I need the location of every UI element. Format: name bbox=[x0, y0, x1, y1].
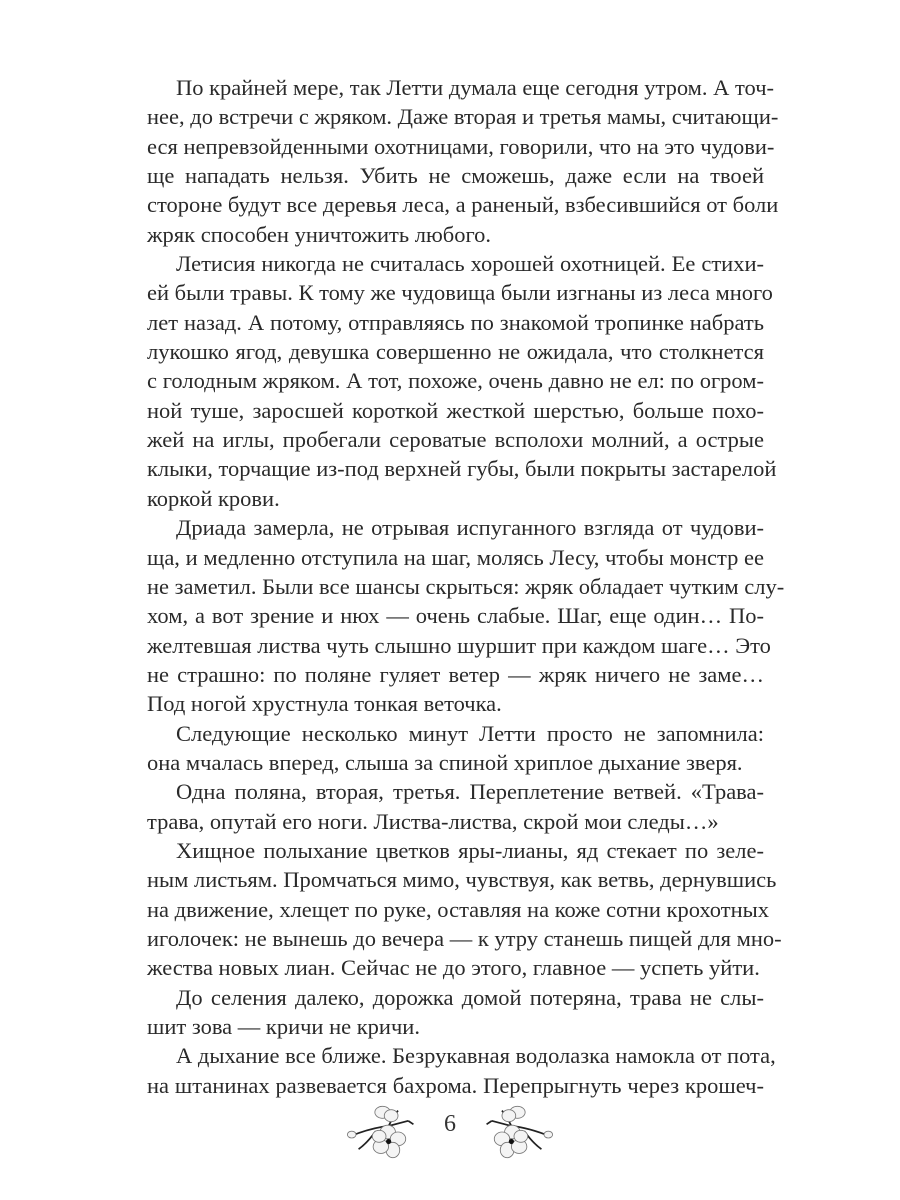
text-line: Дриада замерла, не отрывая испуганного взгляда от чудови- bbox=[176, 515, 764, 541]
text-line: на движение, хлещет по руке, оставляя на коже сотни крохотных bbox=[147, 896, 769, 922]
text-line: на штанинах развевается бахрома. Перепрыгнуть через крошеч- bbox=[147, 1072, 764, 1098]
paragraph bbox=[147, 777, 764, 836]
text-line: еся непревзойденными охотницами, говорили, что на это чудови- bbox=[147, 133, 775, 159]
text-line: клыки, торчащие из-под верхней губы, были покрыты застарелой bbox=[147, 456, 777, 482]
paragraph bbox=[147, 983, 764, 1042]
text-line: лет назад. А потому, отправляясь по знакомой тропинке набрать bbox=[147, 309, 764, 335]
text-line: стороне будут все деревья леса, а раненый, взбесившийся от боли bbox=[147, 192, 779, 218]
flower-ornament-right-icon bbox=[480, 1102, 560, 1162]
paragraph bbox=[147, 513, 785, 718]
paragraph bbox=[147, 1041, 776, 1100]
text-line: нее, до встречи с жряком. Даже вторая и третья мамы, считающи- bbox=[147, 104, 779, 130]
flower-ornament-left-icon bbox=[340, 1102, 420, 1162]
page-footer bbox=[0, 1102, 900, 1162]
text-line: коркой крови. bbox=[147, 485, 280, 511]
text-line: хом, а вот зрение и нюх — очень слабые. Шаг, еще один… По- bbox=[147, 603, 764, 629]
text-line: желтевшая листва чуть слышно шуршит при каждом шаге… Это bbox=[147, 632, 771, 658]
text-line: По крайней мере, так Летти думала еще сегодня утром. А точ- bbox=[176, 75, 775, 100]
text-line: ной туше, заросшей короткой жесткой шерстью, больше похо- bbox=[147, 397, 764, 423]
paragraph bbox=[147, 73, 779, 249]
text-line: лукошко ягод, девушка совершенно не ожидала, что столкнется bbox=[147, 339, 764, 365]
paragraph bbox=[147, 836, 782, 983]
text-line: иголочек: не вынешь до вечера — к утру станешь пищей для мно- bbox=[147, 925, 782, 951]
text-line: А дыхание все ближе. Безрукавная водолазка намокла от пота, bbox=[176, 1043, 776, 1069]
text-line: Следующие несколько минут Летти просто не запомнила: bbox=[176, 720, 764, 746]
text-line: жряк способен уничтожить любого. bbox=[147, 221, 492, 247]
text-line: шит зова — кричи не кричи. bbox=[147, 1014, 420, 1039]
text-line: Под ногой хрустнула тонкая веточка. bbox=[147, 691, 502, 717]
text-line: До селения далеко, дорожка домой потеряна, трава не слы- bbox=[176, 984, 764, 1010]
text-line: ща, и медленно отступила на шаг, молясь Лесу, чтобы монстр ее bbox=[147, 544, 764, 570]
text-line: ей были травы. К тому же чудовища были изгнаны из леса много bbox=[147, 280, 773, 306]
page-body-text bbox=[147, 73, 785, 1100]
text-line: не заметил. Были все шансы скрыться: жряк обладает чутким слу- bbox=[147, 573, 785, 599]
page-number: 6 bbox=[444, 1111, 456, 1137]
paragraph bbox=[147, 249, 777, 513]
text-line: ще нападать нельзя. Убить не сможешь, даже если на твоей bbox=[147, 163, 764, 189]
text-line: Хищное полыхание цветков яры-лианы, яд стекает по зеле- bbox=[176, 837, 764, 863]
text-line: жества новых лиан. Сейчас не до этого, главное — успеть уйти. bbox=[147, 955, 760, 981]
text-line: она мчалась вперед, слыша за спиной хриплое дыхание зверя. bbox=[147, 749, 743, 775]
text-line: ным листьям. Промчаться мимо, чувствуя, как ветвь, дернувшись bbox=[147, 867, 777, 893]
text-line: не страшно: по поляне гуляет ветер — жряк ничего не заме… bbox=[147, 661, 764, 687]
text-line: жей на иглы, пробегали сероватые всполохи молний, а острые bbox=[147, 427, 764, 453]
paragraph bbox=[147, 719, 764, 778]
text-line: с голодным жряком. А тот, похоже, очень давно не ел: по огром- bbox=[147, 368, 764, 394]
text-line: Летисия никогда не считалась хорошей охотницей. Ее стихи- bbox=[176, 251, 764, 277]
text-line: Одна поляна, вторая, третья. Переплетение ветвей. «Трава- bbox=[176, 779, 764, 805]
text-line: трава, опутай его ноги. Листва-листва, скрой мои следы…» bbox=[147, 808, 719, 834]
